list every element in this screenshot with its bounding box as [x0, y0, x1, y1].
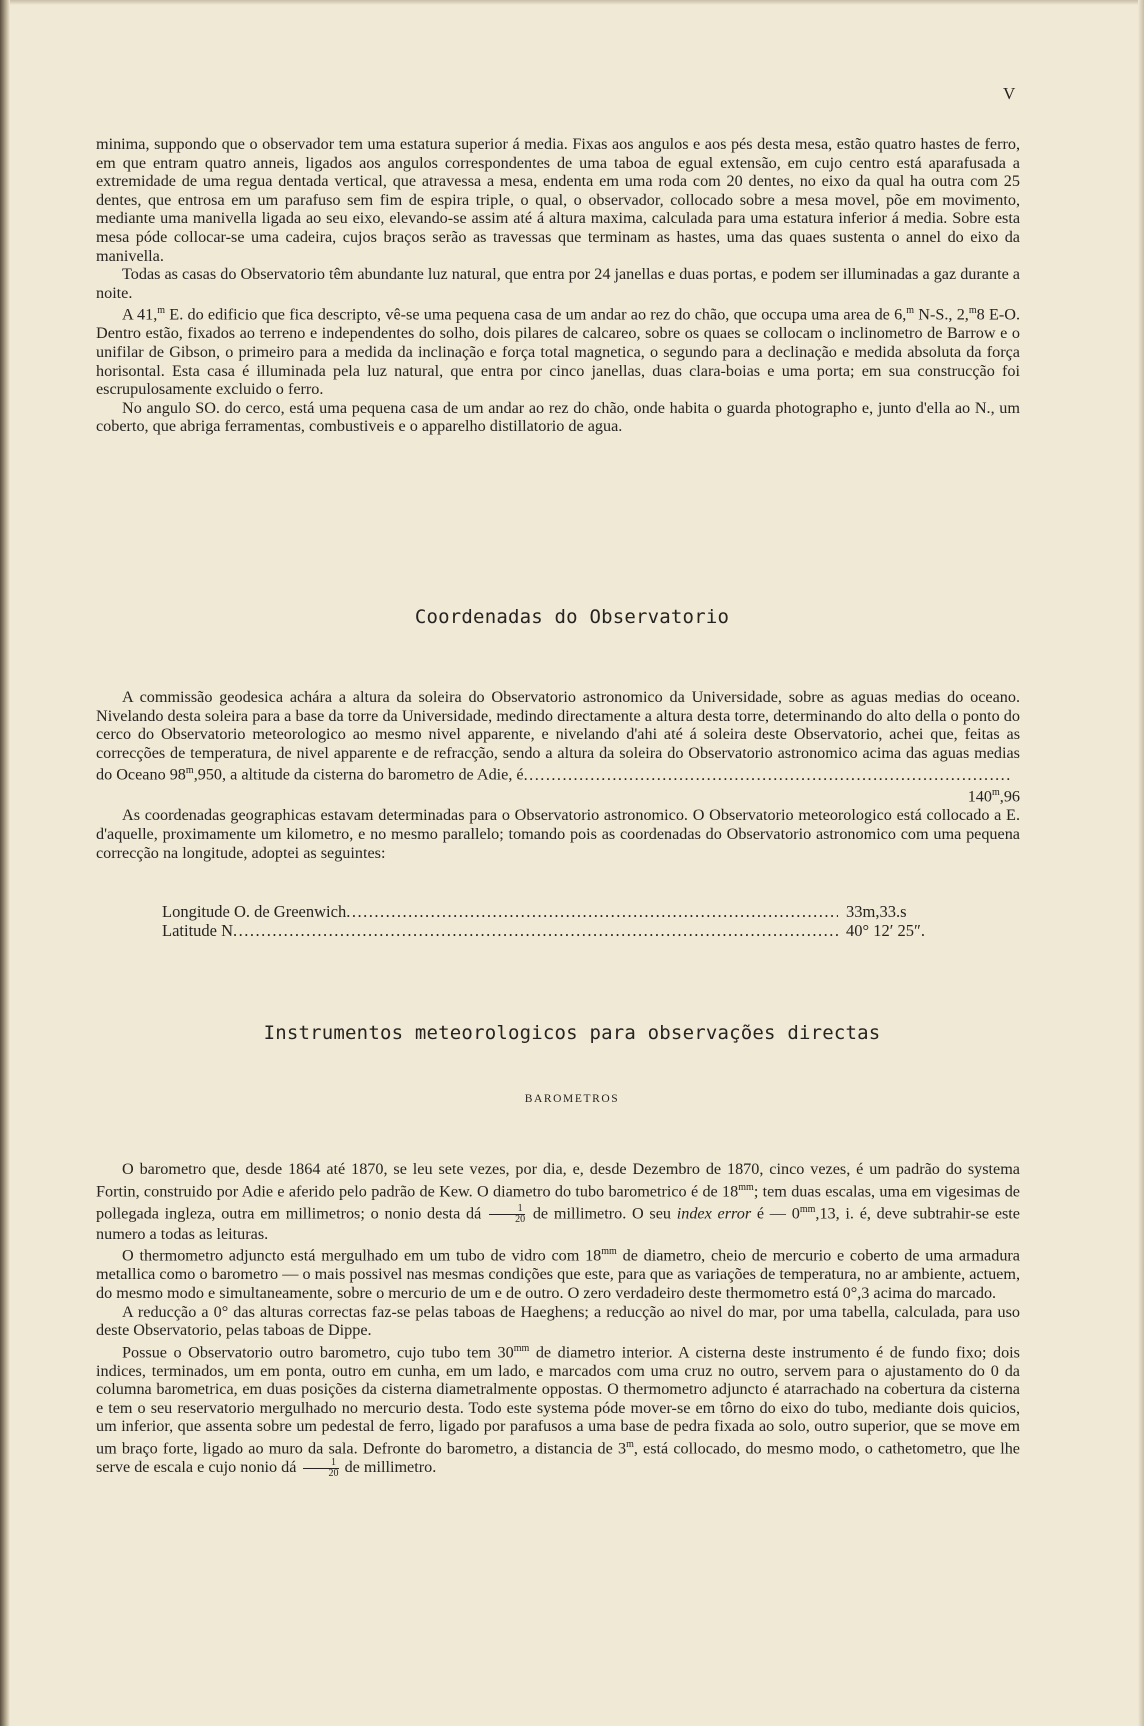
page-binding-shadow [0, 0, 10, 1726]
longitude-value: 33m,33.s [846, 902, 907, 921]
fraction-one-twentieth: $\frac{1}{20}$ [489, 1204, 525, 1225]
barometer-paragraph-3: A reducção a 0° das alturas correctas faz-se pelas taboas de Haeghens; a reducção ao nivel do mar, por uma tabella, calculada, para uso deste Observatorio, pelas taboas de Dippe. [96, 1302, 1020, 1340]
intro-paragraph-4: No angulo SO. do cerco, está uma pequena casa de um andar ao rez do chão, onde habita o guarda photographo e, junto d'ella ao N., um coberto, que abriga ferramentas, combustiveis e o apparelho distillatorio de agua. [96, 398, 1020, 436]
latitude-value: 40° 12′ 25″. [846, 921, 925, 940]
intro-paragraph-1: minima, suppondo que o observador tem uma estatura superior á media. Fixas aos angulos e aos pés desta mesa, estão quatro hastes de ferro, em que entram quatro anneis, ligados aos angulos correspondentes de uma taboa de egual extensão, em cujo centro está aparafusada a extremidade de uma regua dentada vertical, que atravessa a mesa, endenta em uma roda com 20 dentes, no eixo da qual ha outra com 25 dentes, que entrosa em um parafuso sem fim de espira triple, o qual, o observador, collocado sobre a mesa movel, põe em movimento, mediante uma manivella ligada ao seu eixo, elevando-se assim até á altura maxima, calculada para uma estatura inferior á media. Sobre esta mesa póde collocar-se uma cadeira, cujos braços serão as travessas que terminam as hastes, uma das quaes sustenta o annel do eixo da manivella. [96, 135, 1020, 265]
longitude-row [162, 902, 952, 921]
barometer-paragraph-1: O barometro que, desde 1864 até 1870, se leu sete vezes, por dia, e, desde Dezembro de 1870, cinco vezes, é um padrão do systema Fortin, construido por Adie e aferido pelo padrão de Kew. O diametro do tubo barometrico é de $18^{mm}$; tem duas escalas, uma em vigesimas de pollegada ingleza, outra em millimetros; o nonio desta dá $\frac{1}{20}$ de millimetro. O seu index error é — $0^{mm},13$, i. é, deve subtrahir-se este numero a todas as leituras. [96, 1160, 1020, 1243]
leader-dots [346, 902, 838, 921]
intro-paragraph-2: Todas as casas do Observatorio têm abundante luz natural, que entra por 24 janellas e duas portas, e podem ser illuminadas a gaz durante a noite. [96, 265, 1020, 302]
fraction-one-twentieth: $\frac{1}{20}$ [303, 1458, 339, 1479]
latitude-label: Latitude N [162, 921, 234, 940]
coordinates-table [162, 902, 952, 940]
intro-paragraph-3: A 41,$^m$ E. do edificio que fica descripto, vê-se uma pequena casa de um andar ao rez do chão, que occupa uma area de 6,$^m$ N-S., 2,$^m$8 E-O. Dentro estão, fixados ao terreno e independentes do solho, dois pilares de calcareo, sobre os quaes se collocam o inclinometro de Barrow e o unifilar de Gibson, o primeiro para a medida da inclinação e força total magnetica, o segundo para a declinação e medida absoluta da força horisontal. Esta casa é illuminada pela luz natural, que entra por cinco janellas, duas clara-boias e uma porta; em sua construcção foi escrupulosamente excluido o ferro. [96, 305, 1020, 399]
barometer-text-block [96, 1160, 1020, 1479]
coordinates-paragraph-1: A commissão geodesica achára a altura da soleira do Observatorio astronomico da Universidade, sobre as aguas medias do oceano. Nivelando desta soleira para a base da torre da Universidade, medindo directamente a altura desta torre, determinando do alto della o ponto do cerco do Observatorio meteorologico ao mesmo nivel apparente, e nivelando d'ahi até á soleira deste Observatorio, achei que, feitas as correcções de temperatura, de nivel apparente e de refracção, sendo a altura da soleira do Observatorio astronomico acima das aguas medias do Oceano 98$^m$,950, a altitude da cisterna do barometro de Adie, é ..... 140$^m$,96 [96, 688, 1020, 784]
longitude-label: Longitude O. de Greenwich [162, 902, 347, 921]
leader-dots [233, 921, 838, 940]
coordinates-paragraph-2: As coordenadas geographicas estavam determinadas para o Observatorio astronomico. O Observatorio meteorologico está collocado a E. d'aquelle, proximamente um kilometro, e no mesmo parallelo; tomando pois as coordenadas do Observatorio astronomico com uma pequena correcção na longitude, adoptei as seguintes: [96, 806, 1020, 862]
intro-text-block [96, 135, 1020, 436]
coordinates-text-block [96, 688, 1020, 862]
page-number: V [1003, 84, 1016, 103]
barometer-paragraph-2: O thermometro adjuncto está mergulhado em um tubo de vidro com $18^{mm}$ de diametro, cheio de mercurio e coberto de uma armadura metallica como o barometro — o mais possivel nas mesmas condições que este, para que as variações de temperatura, no ar ambiente, actuem, do mesmo modo e simultaneamente, sobre o mercurio de um e de outro. O zero verdadeiro deste thermometro está 0°,3 acima do marcado. [96, 1246, 1020, 1302]
section-title-instrumentos: Instrumentos meteorologicos para observações directas [263, 1022, 881, 1044]
latitude-row [162, 921, 952, 940]
page-edge-right [1138, 0, 1144, 1726]
cistern-altitude-value: 140$^m$,96 [967, 787, 1020, 806]
page-edge-top [0, 0, 1144, 5]
barometer-paragraph-4: Possue o Observatorio outro barometro, cujo tubo tem $30^{mm}$ de diametro interior. A cisterna deste instrumento é de fundo fixo; dois indices, terminados, um em ponta, outro em cunha, em um lado, e marcados com uma cruz no outro, servem para o ajustamento do 0 da columna barometrica, em duas posições da cisterna diametralmente oppostas. O thermometro adjuncto é atarrachado na cobertura da cisterna e tem o seu reservatorio mergulhado no mercurio desta. Todo este systema póde mover-se em tôrno do eixo do tubo, mediante dois quicios, um inferior, que assenta sobre um pedestal de ferro, ligado por parafusos a uma base de pedra fixada ao solo, outro superior, que se move em um braço forte, ligado ao muro da sala. Defronte do barometro, a distancia de 3$^m$, está collocado, do mesmo modo, o cathetometro, que lhe serve de escala e cujo nonio dá $\frac{1}{20}$ de millimetro. [96, 1342, 1020, 1480]
section-title-coordenadas: Coordenadas do Observatorio [414, 606, 730, 628]
subsection-title-barometros: BAROMETROS [524, 1093, 620, 1105]
